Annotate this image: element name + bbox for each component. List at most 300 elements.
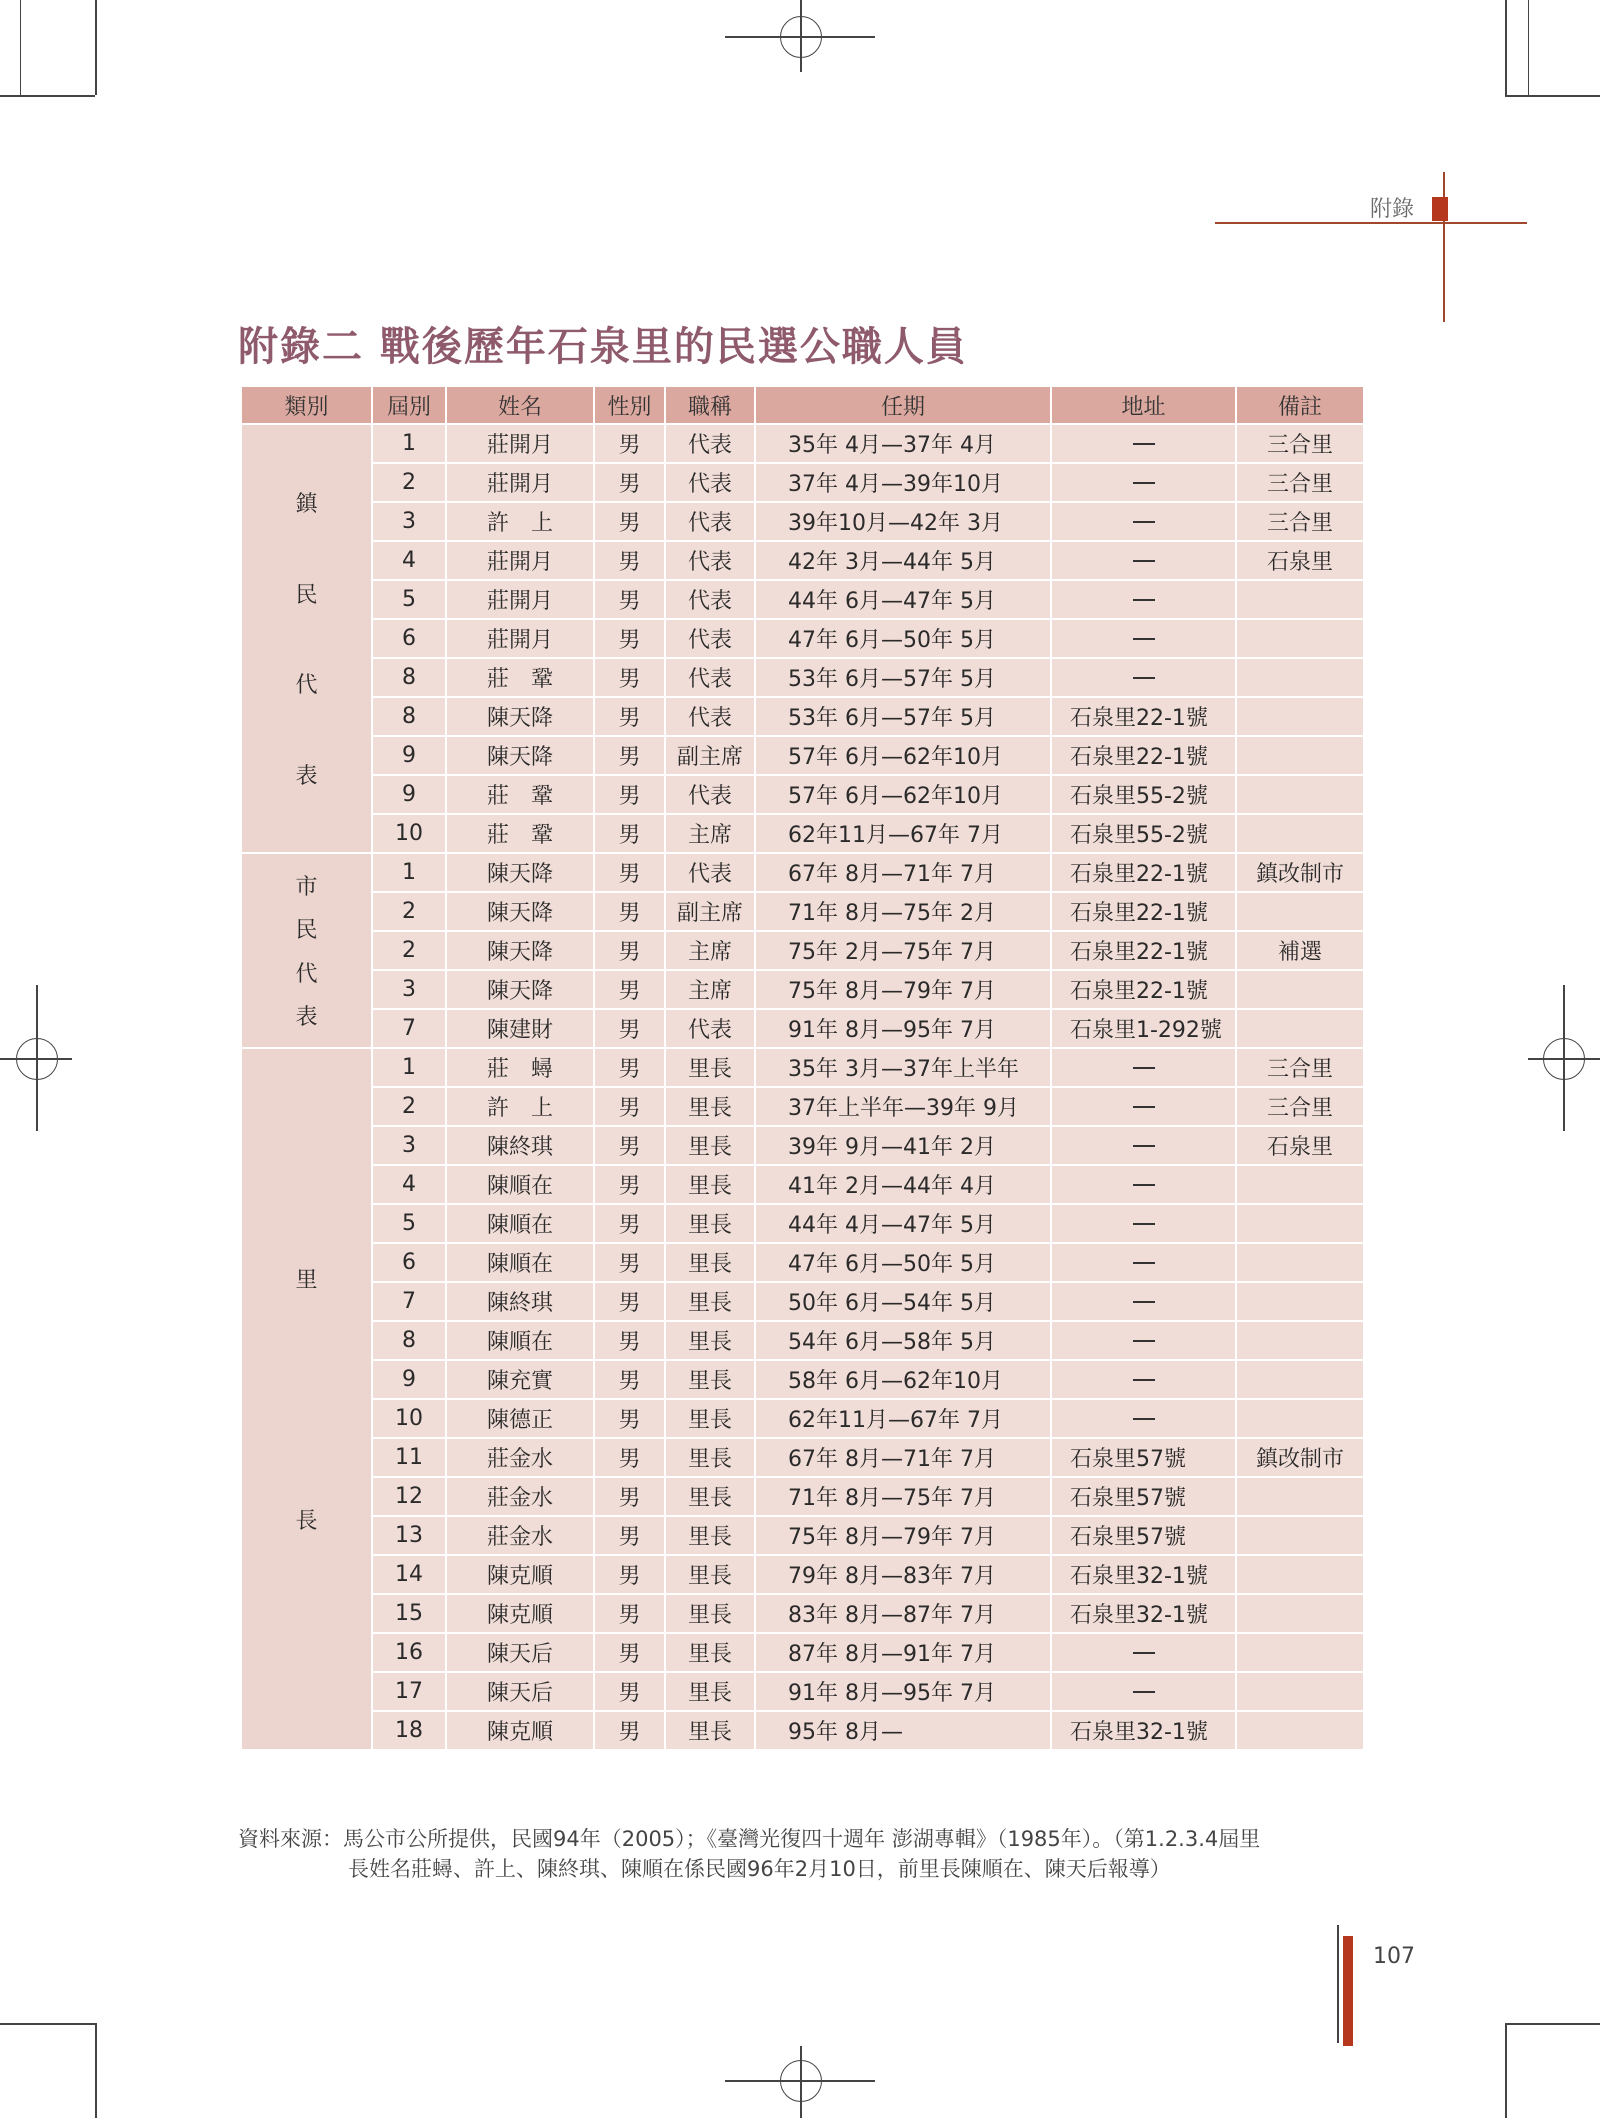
table-row — [241, 1243, 1364, 1282]
dash-mark — [1133, 1340, 1155, 1342]
address-cell: 石泉里57號 — [1051, 1438, 1236, 1477]
address-cell: 石泉里57號 — [1051, 1477, 1236, 1516]
name-cell: 陳天降 — [446, 931, 594, 970]
term-number-cell: 3 — [372, 502, 446, 541]
name-cell: 陳天降 — [446, 697, 594, 736]
remarks-cell — [1236, 1282, 1364, 1321]
dash-mark — [1133, 1301, 1155, 1303]
name-cell: 陳天后 — [446, 1672, 594, 1711]
remarks-cell — [1236, 619, 1364, 658]
term-number-cell: 10 — [372, 814, 446, 853]
remarks-cell — [1236, 1321, 1364, 1360]
address-cell: 石泉里55-2號 — [1051, 814, 1236, 853]
position-cell: 代表 — [665, 619, 755, 658]
name-cell: 莊 鞏 — [446, 775, 594, 814]
name-cell: 莊 鞏 — [446, 658, 594, 697]
crop-mark-top-right-h — [1505, 95, 1600, 97]
remarks-cell: 三合里 — [1236, 1048, 1364, 1087]
table-row — [241, 541, 1364, 580]
table-row — [241, 658, 1364, 697]
gender-cell: 男 — [594, 502, 665, 541]
name-cell: 莊開月 — [446, 463, 594, 502]
remarks-cell: 三合里 — [1236, 502, 1364, 541]
address-cell — [1051, 1243, 1236, 1282]
dash-mark — [1133, 599, 1155, 601]
address-cell — [1051, 619, 1236, 658]
remarks-cell — [1236, 697, 1364, 736]
column-header: 任期 — [755, 386, 1051, 424]
address-cell: 石泉里22-1號 — [1051, 970, 1236, 1009]
term-cell: 39年 9月—41年 2月 — [755, 1126, 1051, 1165]
gender-cell: 男 — [594, 1165, 665, 1204]
address-cell: 石泉里55-2號 — [1051, 775, 1236, 814]
remarks-cell — [1236, 1633, 1364, 1672]
address-cell: 石泉里32-1號 — [1051, 1555, 1236, 1594]
address-cell — [1051, 1282, 1236, 1321]
name-cell: 陳天后 — [446, 1633, 594, 1672]
term-cell: 57年 6月—62年10月 — [755, 775, 1051, 814]
column-header: 姓名 — [446, 386, 594, 424]
position-cell: 里長 — [665, 1243, 755, 1282]
table-row — [241, 1009, 1364, 1048]
table-row — [241, 619, 1364, 658]
crop-mark-bottom-right-v — [1505, 2023, 1507, 2118]
term-number-cell: 2 — [372, 892, 446, 931]
remarks-cell — [1236, 1204, 1364, 1243]
name-cell: 莊 鞏 — [446, 814, 594, 853]
page-bar — [1343, 1936, 1353, 2046]
term-cell: 75年 8月—79年 7月 — [755, 1516, 1051, 1555]
position-cell: 里長 — [665, 1438, 755, 1477]
term-number-cell: 4 — [372, 541, 446, 580]
page-bar-thin — [1337, 1925, 1339, 2043]
term-cell: 71年 8月—75年 7月 — [755, 1477, 1051, 1516]
table-row — [241, 1672, 1364, 1711]
category-char: 民 — [295, 582, 318, 608]
dash-mark — [1133, 1184, 1155, 1186]
address-cell: 石泉里57號 — [1051, 1516, 1236, 1555]
table-row — [241, 424, 1364, 463]
position-cell: 里長 — [665, 1711, 755, 1750]
term-number-cell: 9 — [372, 736, 446, 775]
dash-mark — [1133, 1691, 1155, 1693]
crop-mark-bottom-left-v — [95, 2023, 97, 2118]
gender-cell: 男 — [594, 1516, 665, 1555]
gender-cell: 男 — [594, 424, 665, 463]
term-number-cell: 7 — [372, 1009, 446, 1048]
address-cell — [1051, 1126, 1236, 1165]
address-cell: 石泉里22-1號 — [1051, 736, 1236, 775]
name-cell: 莊金水 — [446, 1438, 594, 1477]
term-cell: 35年 3月—37年上半年 — [755, 1048, 1051, 1087]
remarks-cell: 三合里 — [1236, 1087, 1364, 1126]
remarks-cell: 補選 — [1236, 931, 1364, 970]
table-row — [241, 970, 1364, 1009]
name-cell: 陳天降 — [446, 970, 594, 1009]
category-char: 表 — [295, 763, 318, 789]
table-header-row — [241, 386, 1364, 424]
term-cell: 47年 6月—50年 5月 — [755, 1243, 1051, 1282]
term-cell: 35年 4月—37年 4月 — [755, 424, 1051, 463]
address-cell — [1051, 1165, 1236, 1204]
remarks-cell — [1236, 892, 1364, 931]
term-number-cell: 11 — [372, 1438, 446, 1477]
dash-mark — [1133, 443, 1155, 445]
table-row — [241, 463, 1364, 502]
name-cell: 莊金水 — [446, 1516, 594, 1555]
column-header: 屆別 — [372, 386, 446, 424]
position-cell: 代表 — [665, 502, 755, 541]
gender-cell: 男 — [594, 1048, 665, 1087]
term-number-cell: 4 — [372, 1165, 446, 1204]
position-cell: 代表 — [665, 580, 755, 619]
term-number-cell: 2 — [372, 463, 446, 502]
page-number: 107 — [1373, 1944, 1415, 1969]
remarks-cell — [1236, 1516, 1364, 1555]
remarks-cell: 石泉里 — [1236, 541, 1364, 580]
section-tag: 附錄 — [1370, 197, 1415, 222]
term-cell: 42年 3月—44年 5月 — [755, 541, 1051, 580]
gender-cell: 男 — [594, 1594, 665, 1633]
term-number-cell: 8 — [372, 697, 446, 736]
term-cell: 41年 2月—44年 4月 — [755, 1165, 1051, 1204]
term-cell: 67年 8月—71年 7月 — [755, 853, 1051, 892]
source-note-line: 長姓名莊蟳、許上、陳終琪、陳順在係民國96年2月10日，前里長陳順在、陳天后報導） — [348, 1857, 1171, 1881]
source-note-line: 資料來源：馬公市公所提供，民國94年（2005）；《臺灣光復四十週年 澎湖專輯》（1985年）。（第1.2.3.4屆里 — [238, 1827, 1261, 1851]
dash-mark — [1133, 521, 1155, 523]
position-cell: 代表 — [665, 1009, 755, 1048]
remarks-cell — [1236, 814, 1364, 853]
table-row — [241, 580, 1364, 619]
crop-mark-top-right-v2 — [1528, 0, 1529, 95]
gender-cell: 男 — [594, 931, 665, 970]
term-number-cell: 1 — [372, 1048, 446, 1087]
position-cell: 里長 — [665, 1165, 755, 1204]
position-cell: 主席 — [665, 931, 755, 970]
address-cell: 石泉里1-292號 — [1051, 1009, 1236, 1048]
table-row — [241, 814, 1364, 853]
name-cell: 莊開月 — [446, 619, 594, 658]
gender-cell: 男 — [594, 970, 665, 1009]
term-number-cell: 17 — [372, 1672, 446, 1711]
table-row — [241, 1360, 1364, 1399]
address-cell — [1051, 1204, 1236, 1243]
gender-cell: 男 — [594, 1321, 665, 1360]
category-char: 代 — [295, 673, 318, 699]
header-vertical-rule — [1443, 172, 1445, 322]
term-number-cell: 9 — [372, 775, 446, 814]
remarks-cell — [1236, 1243, 1364, 1282]
registration-mark-top-circle — [780, 16, 822, 58]
crop-mark-bottom-left-h — [0, 2023, 95, 2025]
category-char: 民 — [295, 918, 318, 944]
term-number-cell: 12 — [372, 1477, 446, 1516]
position-cell: 里長 — [665, 1087, 755, 1126]
term-number-cell: 13 — [372, 1516, 446, 1555]
address-cell — [1051, 1087, 1236, 1126]
remarks-cell: 三合里 — [1236, 424, 1364, 463]
gender-cell: 男 — [594, 1555, 665, 1594]
remarks-cell: 三合里 — [1236, 463, 1364, 502]
position-cell: 主席 — [665, 970, 755, 1009]
term-cell: 75年 8月—79年 7月 — [755, 970, 1051, 1009]
gender-cell: 男 — [594, 541, 665, 580]
position-cell: 代表 — [665, 775, 755, 814]
gender-cell: 男 — [594, 892, 665, 931]
address-cell — [1051, 541, 1236, 580]
position-cell: 里長 — [665, 1477, 755, 1516]
address-cell — [1051, 658, 1236, 697]
crop-mark-top-left-v2 — [20, 0, 21, 95]
table-row — [241, 1321, 1364, 1360]
term-cell: 54年 6月—58年 5月 — [755, 1321, 1051, 1360]
address-cell: 石泉里32-1號 — [1051, 1711, 1236, 1750]
category-char: 表 — [295, 1005, 318, 1031]
gender-cell: 男 — [594, 697, 665, 736]
dash-mark — [1133, 1262, 1155, 1264]
remarks-cell: 鎮改制市 — [1236, 853, 1364, 892]
dash-mark — [1133, 1067, 1155, 1069]
position-cell: 里長 — [665, 1321, 755, 1360]
term-cell: 91年 8月—95年 7月 — [755, 1009, 1051, 1048]
category-cell — [241, 853, 372, 1048]
remarks-cell — [1236, 736, 1364, 775]
term-cell: 62年11月—67年 7月 — [755, 1399, 1051, 1438]
remarks-cell — [1236, 970, 1364, 1009]
position-cell: 代表 — [665, 424, 755, 463]
gender-cell: 男 — [594, 814, 665, 853]
table-row — [241, 1399, 1364, 1438]
page-title: 附錄二 戰後歷年石泉里的民選公職人員 — [238, 324, 968, 370]
gender-cell: 男 — [594, 1126, 665, 1165]
term-cell: 57年 6月—62年10月 — [755, 736, 1051, 775]
column-header: 備註 — [1236, 386, 1364, 424]
header-square — [1432, 197, 1448, 221]
registration-mark-bottom-circle — [780, 2060, 822, 2102]
term-number-cell: 14 — [372, 1555, 446, 1594]
address-cell: 石泉里32-1號 — [1051, 1594, 1236, 1633]
term-cell: 62年11月—67年 7月 — [755, 814, 1051, 853]
crop-mark-top-left-h — [0, 95, 95, 97]
table-row — [241, 1087, 1364, 1126]
table-row — [241, 1438, 1364, 1477]
position-cell: 里長 — [665, 1555, 755, 1594]
name-cell: 陳天降 — [446, 892, 594, 931]
address-cell: 石泉里22-1號 — [1051, 697, 1236, 736]
gender-cell: 男 — [594, 775, 665, 814]
address-cell — [1051, 1321, 1236, 1360]
table-row — [241, 1048, 1364, 1087]
table-row — [241, 736, 1364, 775]
term-cell: 71年 8月—75年 2月 — [755, 892, 1051, 931]
position-cell: 主席 — [665, 814, 755, 853]
position-cell: 里長 — [665, 1204, 755, 1243]
crop-mark-bottom-right-h — [1505, 2023, 1600, 2025]
term-cell: 75年 2月—75年 7月 — [755, 931, 1051, 970]
term-number-cell: 2 — [372, 931, 446, 970]
gender-cell: 男 — [594, 619, 665, 658]
name-cell: 莊 蟳 — [446, 1048, 594, 1087]
dash-mark — [1133, 560, 1155, 562]
table-row — [241, 502, 1364, 541]
address-cell — [1051, 1360, 1236, 1399]
remarks-cell — [1236, 1477, 1364, 1516]
position-cell: 代表 — [665, 541, 755, 580]
address-cell — [1051, 1672, 1236, 1711]
term-cell: 53年 6月—57年 5月 — [755, 658, 1051, 697]
gender-cell: 男 — [594, 1438, 665, 1477]
table-row — [241, 1126, 1364, 1165]
term-number-cell: 1 — [372, 424, 446, 463]
position-cell: 代表 — [665, 697, 755, 736]
dash-mark — [1133, 1418, 1155, 1420]
dash-mark — [1133, 1379, 1155, 1381]
remarks-cell — [1236, 775, 1364, 814]
term-number-cell: 10 — [372, 1399, 446, 1438]
term-cell: 87年 8月—91年 7月 — [755, 1633, 1051, 1672]
remarks-cell — [1236, 658, 1364, 697]
position-cell: 里長 — [665, 1633, 755, 1672]
name-cell: 莊金水 — [446, 1477, 594, 1516]
term-cell: 58年 6月—62年10月 — [755, 1360, 1051, 1399]
name-cell: 陳順在 — [446, 1204, 594, 1243]
name-cell: 陳天降 — [446, 736, 594, 775]
gender-cell: 男 — [594, 1009, 665, 1048]
table-row — [241, 931, 1364, 970]
position-cell: 副主席 — [665, 892, 755, 931]
remarks-cell — [1236, 580, 1364, 619]
remarks-cell — [1236, 1555, 1364, 1594]
name-cell: 陳建財 — [446, 1009, 594, 1048]
term-number-cell: 3 — [372, 1126, 446, 1165]
term-number-cell: 2 — [372, 1087, 446, 1126]
name-cell: 許 上 — [446, 502, 594, 541]
term-number-cell: 16 — [372, 1633, 446, 1672]
gender-cell: 男 — [594, 1087, 665, 1126]
remarks-cell — [1236, 1360, 1364, 1399]
name-cell: 陳德正 — [446, 1399, 594, 1438]
term-number-cell: 5 — [372, 580, 446, 619]
term-cell: 37年 4月—39年10月 — [755, 463, 1051, 502]
address-cell — [1051, 502, 1236, 541]
address-cell: 石泉里22-1號 — [1051, 853, 1236, 892]
category-cell — [241, 424, 372, 853]
position-cell: 代表 — [665, 853, 755, 892]
gender-cell: 男 — [594, 1477, 665, 1516]
table-row — [241, 1594, 1364, 1633]
crop-mark-top-left-v — [95, 0, 97, 95]
table-row — [241, 1555, 1364, 1594]
term-cell: 50年 6月—54年 5月 — [755, 1282, 1051, 1321]
address-cell — [1051, 1048, 1236, 1087]
table-row — [241, 1516, 1364, 1555]
term-cell: 95年 8月— — [755, 1711, 1051, 1750]
dash-mark — [1133, 638, 1155, 640]
table-row — [241, 697, 1364, 736]
name-cell: 陳克順 — [446, 1594, 594, 1633]
term-cell: 91年 8月—95年 7月 — [755, 1672, 1051, 1711]
name-cell: 許 上 — [446, 1087, 594, 1126]
table-row — [241, 775, 1364, 814]
gender-cell: 男 — [594, 580, 665, 619]
term-number-cell: 5 — [372, 1204, 446, 1243]
position-cell: 代表 — [665, 463, 755, 502]
position-cell: 副主席 — [665, 736, 755, 775]
remarks-cell — [1236, 1009, 1364, 1048]
name-cell: 莊開月 — [446, 580, 594, 619]
name-cell: 陳終琪 — [446, 1282, 594, 1321]
term-cell: 83年 8月—87年 7月 — [755, 1594, 1051, 1633]
dash-mark — [1133, 482, 1155, 484]
position-cell: 里長 — [665, 1516, 755, 1555]
position-cell: 里長 — [665, 1360, 755, 1399]
table-row — [241, 892, 1364, 931]
remarks-cell: 鎮改制市 — [1236, 1438, 1364, 1477]
term-cell: 39年10月—42年 3月 — [755, 502, 1051, 541]
term-number-cell: 6 — [372, 619, 446, 658]
name-cell: 陳天降 — [446, 853, 594, 892]
address-cell — [1051, 580, 1236, 619]
term-number-cell: 15 — [372, 1594, 446, 1633]
gender-cell: 男 — [594, 853, 665, 892]
position-cell: 里長 — [665, 1126, 755, 1165]
category-char: 鎮 — [295, 492, 318, 518]
table-row — [241, 1477, 1364, 1516]
name-cell: 陳順在 — [446, 1243, 594, 1282]
gender-cell: 男 — [594, 1360, 665, 1399]
term-cell: 79年 8月—83年 7月 — [755, 1555, 1051, 1594]
term-cell: 53年 6月—57年 5月 — [755, 697, 1051, 736]
remarks-cell: 石泉里 — [1236, 1126, 1364, 1165]
column-header: 性別 — [594, 386, 665, 424]
registration-mark-left-circle — [16, 1038, 58, 1080]
table-row — [241, 1711, 1364, 1750]
term-number-cell: 7 — [372, 1282, 446, 1321]
crop-mark-top-right-v — [1505, 0, 1507, 95]
gender-cell: 男 — [594, 1633, 665, 1672]
category-char: 代 — [295, 961, 318, 987]
term-cell: 44年 4月—47年 5月 — [755, 1204, 1051, 1243]
gender-cell: 男 — [594, 658, 665, 697]
position-cell: 里長 — [665, 1594, 755, 1633]
term-cell: 44年 6月—47年 5月 — [755, 580, 1051, 619]
term-number-cell: 18 — [372, 1711, 446, 1750]
column-header: 地址 — [1051, 386, 1236, 424]
category-char: 里 — [295, 1267, 318, 1293]
term-cell: 37年上半年—39年 9月 — [755, 1087, 1051, 1126]
name-cell: 莊開月 — [446, 541, 594, 580]
address-cell: 石泉里22-1號 — [1051, 892, 1236, 931]
remarks-cell — [1236, 1165, 1364, 1204]
gender-cell: 男 — [594, 463, 665, 502]
dash-mark — [1133, 1106, 1155, 1108]
source-note — [238, 1824, 1363, 1884]
remarks-cell — [1236, 1711, 1364, 1750]
gender-cell: 男 — [594, 1672, 665, 1711]
address-cell — [1051, 1633, 1236, 1672]
gender-cell: 男 — [594, 1711, 665, 1750]
column-header: 職稱 — [665, 386, 755, 424]
name-cell: 陳順在 — [446, 1321, 594, 1360]
table-row — [241, 1204, 1364, 1243]
column-header: 類別 — [241, 386, 372, 424]
position-cell: 里長 — [665, 1672, 755, 1711]
category-char: 長 — [295, 1509, 318, 1535]
gender-cell: 男 — [594, 1282, 665, 1321]
table-row — [241, 1633, 1364, 1672]
remarks-cell — [1236, 1399, 1364, 1438]
category-cell — [241, 1048, 372, 1750]
